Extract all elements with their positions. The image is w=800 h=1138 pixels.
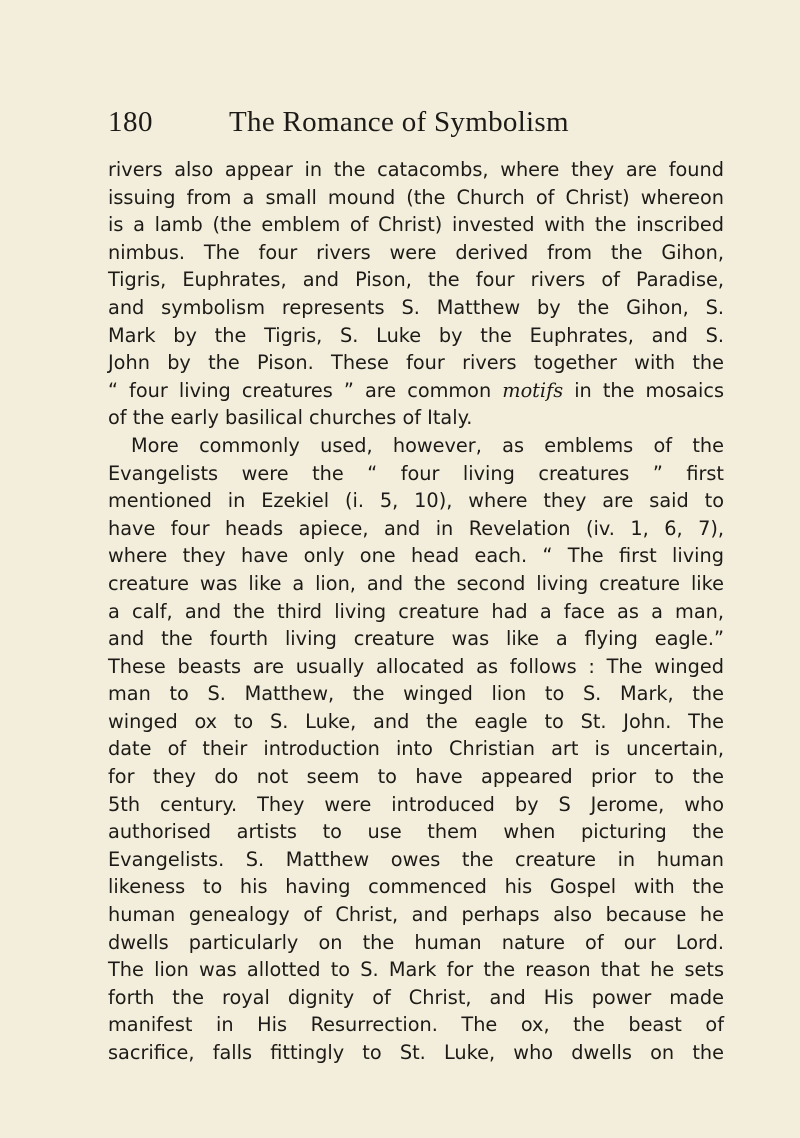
text-line: Tigris, Euphrates, and Pison, the four rivers of Paradise, bbox=[108, 268, 724, 292]
text-line bbox=[108, 377, 724, 405]
text-line: sacrifice, falls fittingly to St. Luke, who dwells on the bbox=[108, 1041, 724, 1064]
text-line: winged ox to S. Luke, and the eagle to St. John. The bbox=[108, 709, 724, 733]
running-title: The Romance of Symbolism bbox=[229, 106, 569, 138]
text-line: John by the Pison. These four rivers together with the bbox=[108, 351, 724, 375]
text-line: Evangelists were the “ four living creatures ” first bbox=[108, 461, 724, 485]
text-line: The lion was allotted to S. Mark for the reason that he sets bbox=[108, 958, 724, 982]
text-line: 5th century. They were introduced by S Jerome, who bbox=[108, 792, 724, 816]
text-line: likeness to his having commenced his Gospel with the bbox=[108, 875, 724, 899]
text-line: Evangelists. S. Matthew owes the creature in human bbox=[108, 847, 724, 871]
text-line: forth the royal dignity of Christ, and His power made bbox=[108, 985, 724, 1009]
body-text bbox=[108, 156, 724, 1067]
text-line: authorised artists to use them when picturing the bbox=[108, 820, 724, 844]
text-line: date of their introduction into Christian art is uncertain, bbox=[108, 737, 724, 761]
text-line: is a lamb (the emblem of Christ) invested with the inscribed bbox=[108, 213, 724, 237]
text-line: and symbolism represents S. Matthew by the Gihon, S. bbox=[108, 295, 724, 319]
text-line: These beasts are usually allocated as follows : The winged bbox=[108, 654, 724, 678]
text-line: More commonly used, however, as emblems of the bbox=[131, 433, 724, 457]
text-line: of the early basilical churches of Italy. bbox=[108, 406, 473, 430]
text-line: for they do not seem to have appeared prior to the bbox=[108, 765, 724, 789]
text-line: have four heads apiece, and in Revelation (iv. 1, 6, 7), bbox=[108, 516, 724, 540]
text-line: human genealogy of Christ, and perhaps also because he bbox=[108, 903, 724, 927]
text-line: dwells particularly on the human nature of our Lord. bbox=[108, 930, 724, 954]
text-segment: “ four living creatures ” are common bbox=[108, 378, 503, 402]
running-head bbox=[108, 102, 720, 142]
text-line: issuing from a small mound (the Church of Christ) whereon bbox=[108, 185, 724, 209]
text-line: man to S. Matthew, the winged lion to S. Mark, the bbox=[108, 682, 724, 706]
text-line: where they have only one head each. “ The first living bbox=[108, 544, 724, 568]
text-line: rivers also appear in the catacombs, where they are found bbox=[108, 158, 724, 181]
text-line: creature was like a lion, and the second living creature like bbox=[108, 571, 724, 595]
text-line: and the fourth living creature was like a flying eagle.” bbox=[108, 627, 724, 651]
text-line: manifest in His Resurrection. The ox, the beast of bbox=[108, 1013, 724, 1037]
text-line: mentioned in Ezekiel (i. 5, 10), where they are said to bbox=[108, 489, 724, 513]
text-line: nimbus. The four rivers were derived from the Gihon, bbox=[108, 240, 724, 264]
text-line: a calf, and the third living creature had a face as a man, bbox=[108, 599, 724, 623]
italic-term: motifs bbox=[502, 378, 564, 402]
page-number: 180 bbox=[108, 106, 153, 138]
text-segment: in the mosaics bbox=[563, 378, 724, 402]
text-line: Mark by the Tigris, S. Luke by the Euphrates, and S. bbox=[108, 323, 724, 347]
